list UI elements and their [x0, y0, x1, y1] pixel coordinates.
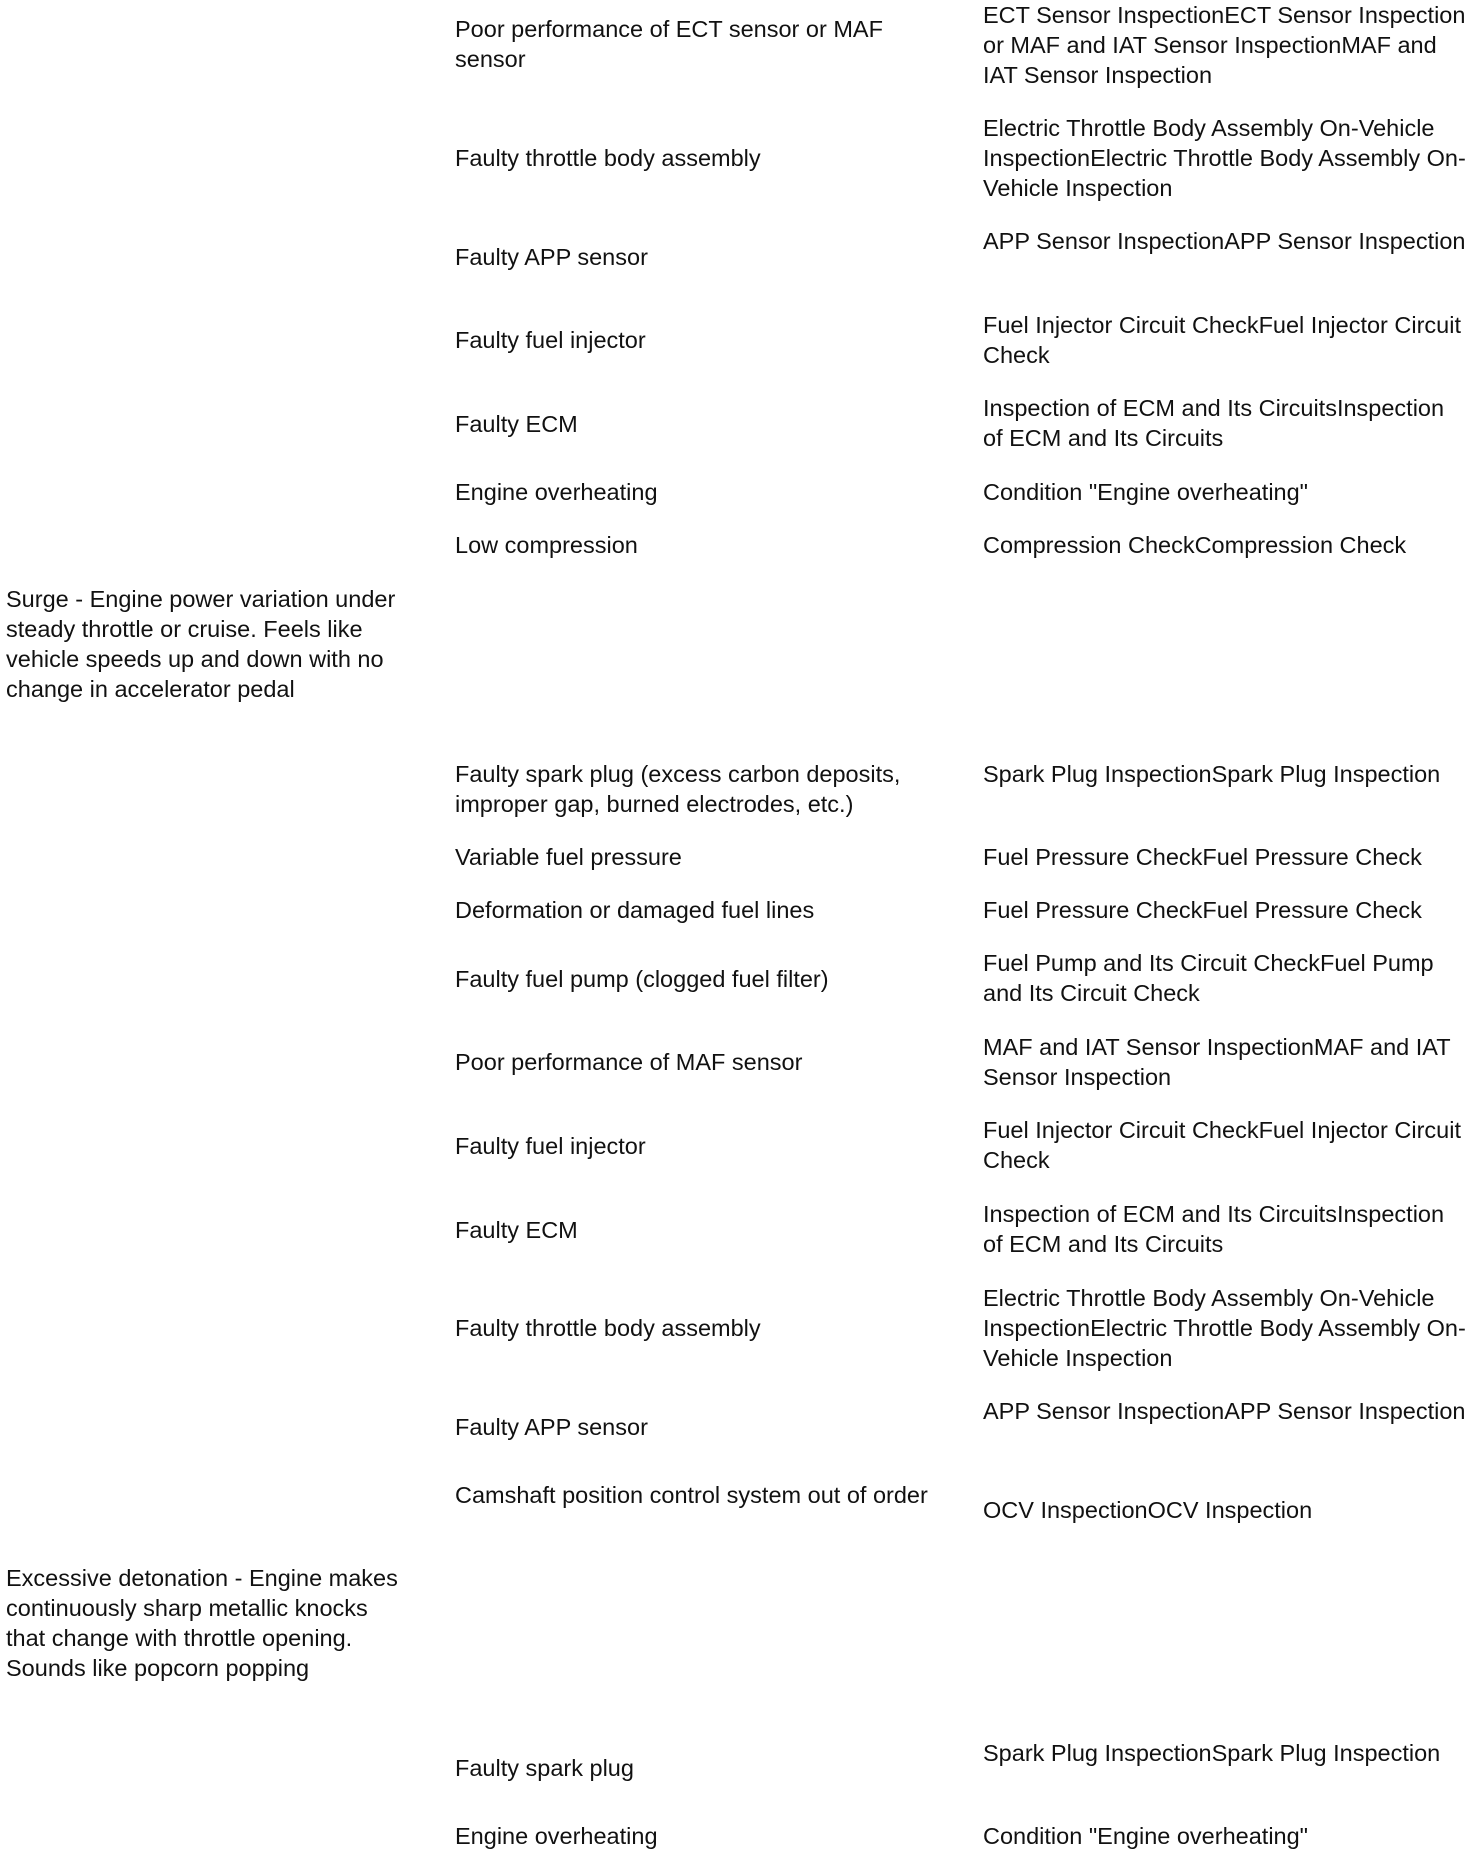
cause-cell: Poor performance of MAF sensor [455, 1049, 803, 1075]
cause-cell: Faulty APP sensor [455, 1414, 648, 1440]
cause-cell: Poor performance of ECT sensor or MAF sensor [455, 16, 883, 72]
cause-cell: Engine overheating [455, 1823, 658, 1849]
reference-cell: Spark Plug InspectionSpark Plug Inspection [983, 761, 1441, 787]
reference-cell: Fuel Pressure CheckFuel Pressure Check [983, 844, 1422, 870]
cause-cell: Faulty ECM [455, 1217, 578, 1243]
reference-cell: Spark Plug InspectionSpark Plug Inspection [983, 1740, 1441, 1766]
reference-cell: Fuel Injector Circuit CheckFuel Injector Circuit Check [983, 312, 1461, 368]
reference-cell: ECT Sensor InspectionECT Sensor Inspection or MAF and IAT Sensor InspectionMAF and IAT Sensor Inspection [983, 2, 1466, 88]
cause-cell: Variable fuel pressure [455, 844, 682, 870]
reference-cell: Inspection of ECM and Its CircuitsInspection of ECM and Its Circuits [983, 395, 1445, 451]
reference-cell: Electric Throttle Body Assembly On-Vehicle InspectionElectric Throttle Body Assembly On-Vehicle Inspection [983, 1285, 1466, 1371]
cause-cell: Faulty fuel pump (clogged fuel filter) [455, 966, 829, 992]
cause-cell: Engine overheating [455, 479, 658, 505]
cause-cell: Faulty spark plug (excess carbon deposits, improper gap, burned electrodes, etc.) [455, 761, 901, 817]
reference-cell: Condition "Engine overheating" [983, 479, 1309, 505]
cause-cell: Low compression [455, 532, 638, 558]
cause-cell: Faulty fuel injector [455, 327, 646, 353]
cause-cell: Faulty throttle body assembly [455, 145, 761, 171]
cause-cell: Camshaft position control system out of order [455, 1482, 928, 1508]
cause-cell: Faulty ECM [455, 411, 578, 437]
reference-cell: MAF and IAT Sensor InspectionMAF and IAT Sensor Inspection [983, 1034, 1451, 1090]
cause-cell: Faulty spark plug [455, 1755, 634, 1781]
reference-cell: Fuel Injector Circuit CheckFuel Injector Circuit Check [983, 1117, 1461, 1173]
cause-cell: Faulty APP sensor [455, 244, 648, 270]
cause-cell: Faulty throttle body assembly [455, 1315, 761, 1341]
reference-cell: Fuel Pressure CheckFuel Pressure Check [983, 897, 1422, 923]
reference-cell: OCV InspectionOCV Inspection [983, 1497, 1313, 1523]
reference-cell: APP Sensor InspectionAPP Sensor Inspection [983, 1398, 1466, 1424]
cause-cell: Faulty fuel injector [455, 1133, 646, 1159]
reference-cell: Electric Throttle Body Assembly On-Vehicle InspectionElectric Throttle Body Assembly On-Vehicle Inspection [983, 115, 1466, 201]
reference-cell: Condition "Engine overheating" [983, 1823, 1309, 1849]
reference-cell: Compression CheckCompression Check [983, 532, 1407, 558]
reference-cell: APP Sensor InspectionAPP Sensor Inspection [983, 228, 1466, 254]
condition-surge: Surge - Engine power variation under steady throttle or cruise. Feels like vehicle speeds up and down with no change in accelerator pedal [6, 586, 396, 702]
cause-cell: Deformation or damaged fuel lines [455, 897, 815, 923]
reference-cell: Fuel Pump and Its Circuit CheckFuel Pump and Its Circuit Check [983, 950, 1434, 1006]
condition-detonation: Excessive detonation - Engine makes continuously sharp metallic knocks that change with throttle opening. Sounds like popcorn popping [6, 1565, 398, 1681]
reference-cell: Inspection of ECM and Its CircuitsInspection of ECM and Its Circuits [983, 1201, 1445, 1257]
